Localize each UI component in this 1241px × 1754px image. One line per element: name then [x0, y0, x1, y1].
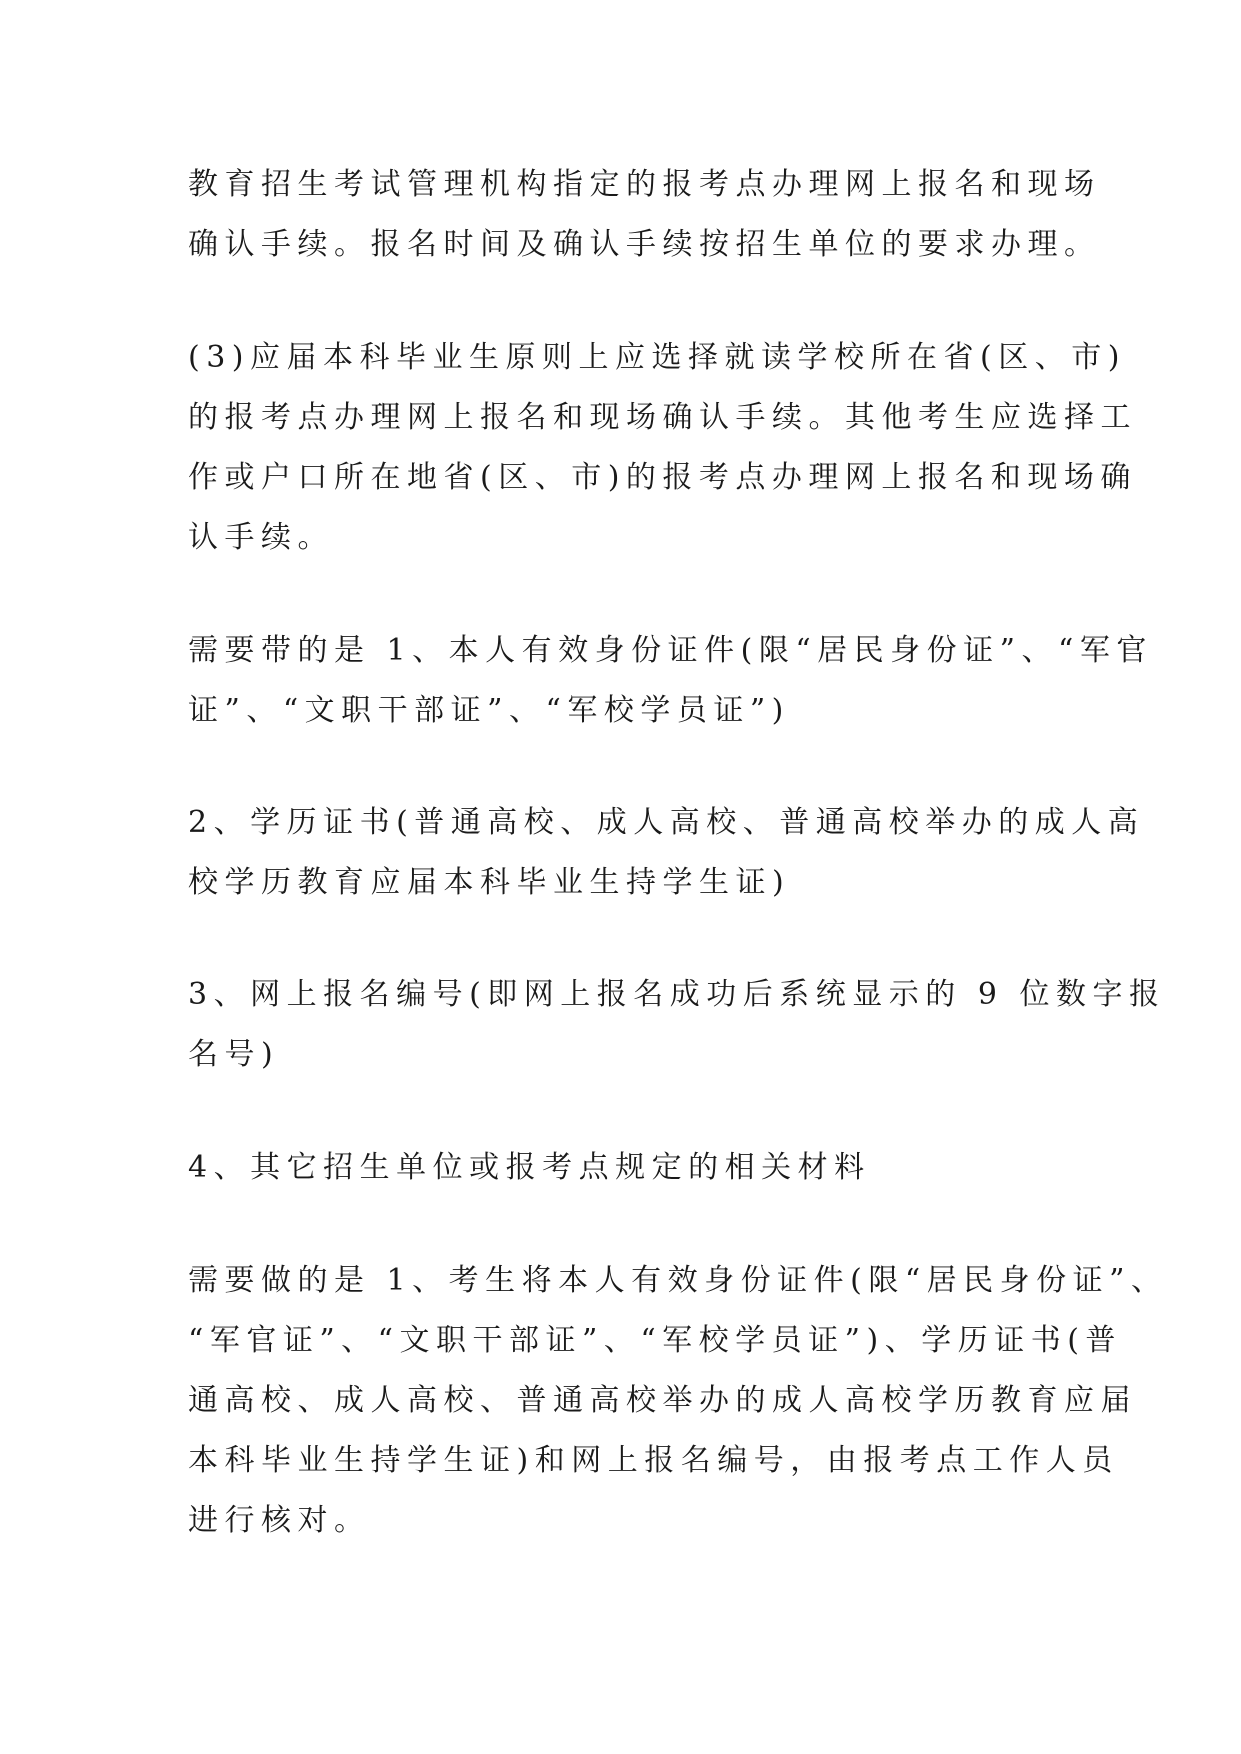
paragraph-line: 作或户口所在地省(区、市)的报考点办理网上报名和现场确	[188, 460, 1137, 495]
paragraph-line: “军官证”、“文职干部证”、“军校学员证”)、学历证书(普	[188, 1323, 1122, 1358]
paragraph-line: (3)应届本科毕业生原则上应选择就读学校所在省(区、市)	[188, 340, 1126, 375]
paragraph-line: 的报考点办理网上报名和现场确认手续。其他考生应选择工	[188, 400, 1137, 435]
paragraph-line: 3、网上报名编号(即网上报名成功后系统显示的 9 位数字报	[188, 977, 1166, 1012]
paragraph-line: 2、学历证书(普通高校、成人高校、普通高校举办的成人高	[188, 805, 1145, 840]
paragraph-line: 确认手续。报名时间及确认手续按招生单位的要求办理。	[188, 227, 1101, 262]
paragraph-line: 进行核对。	[188, 1503, 371, 1538]
paragraph-line: 认手续。	[188, 520, 334, 555]
paragraph-line: 本科毕业生持学生证)和网上报名编号，由报考点工作人员	[188, 1443, 1119, 1478]
paragraph-line: 需要带的是 1、本人有效身份证件(限“居民身份证”、“军官	[188, 633, 1153, 668]
paragraph-line: 通高校、成人高校、普通高校举办的成人高校学历教育应届	[188, 1383, 1137, 1418]
paragraph-line: 名号)	[188, 1037, 280, 1072]
paragraph-line: 教育招生考试管理机构指定的报考点办理网上报名和现场	[188, 167, 1101, 202]
paragraph-line: 校学历教育应届本科毕业生持学生证)	[188, 865, 791, 900]
paragraph-line: 需要做的是 1、考生将本人有效身份证件(限“居民身份证”、	[188, 1263, 1168, 1298]
paragraph-line: 4、其它招生单位或报考点规定的相关材料	[188, 1150, 871, 1185]
paragraph-line: 证”、“文职干部证”、“军校学员证”)	[188, 693, 790, 728]
